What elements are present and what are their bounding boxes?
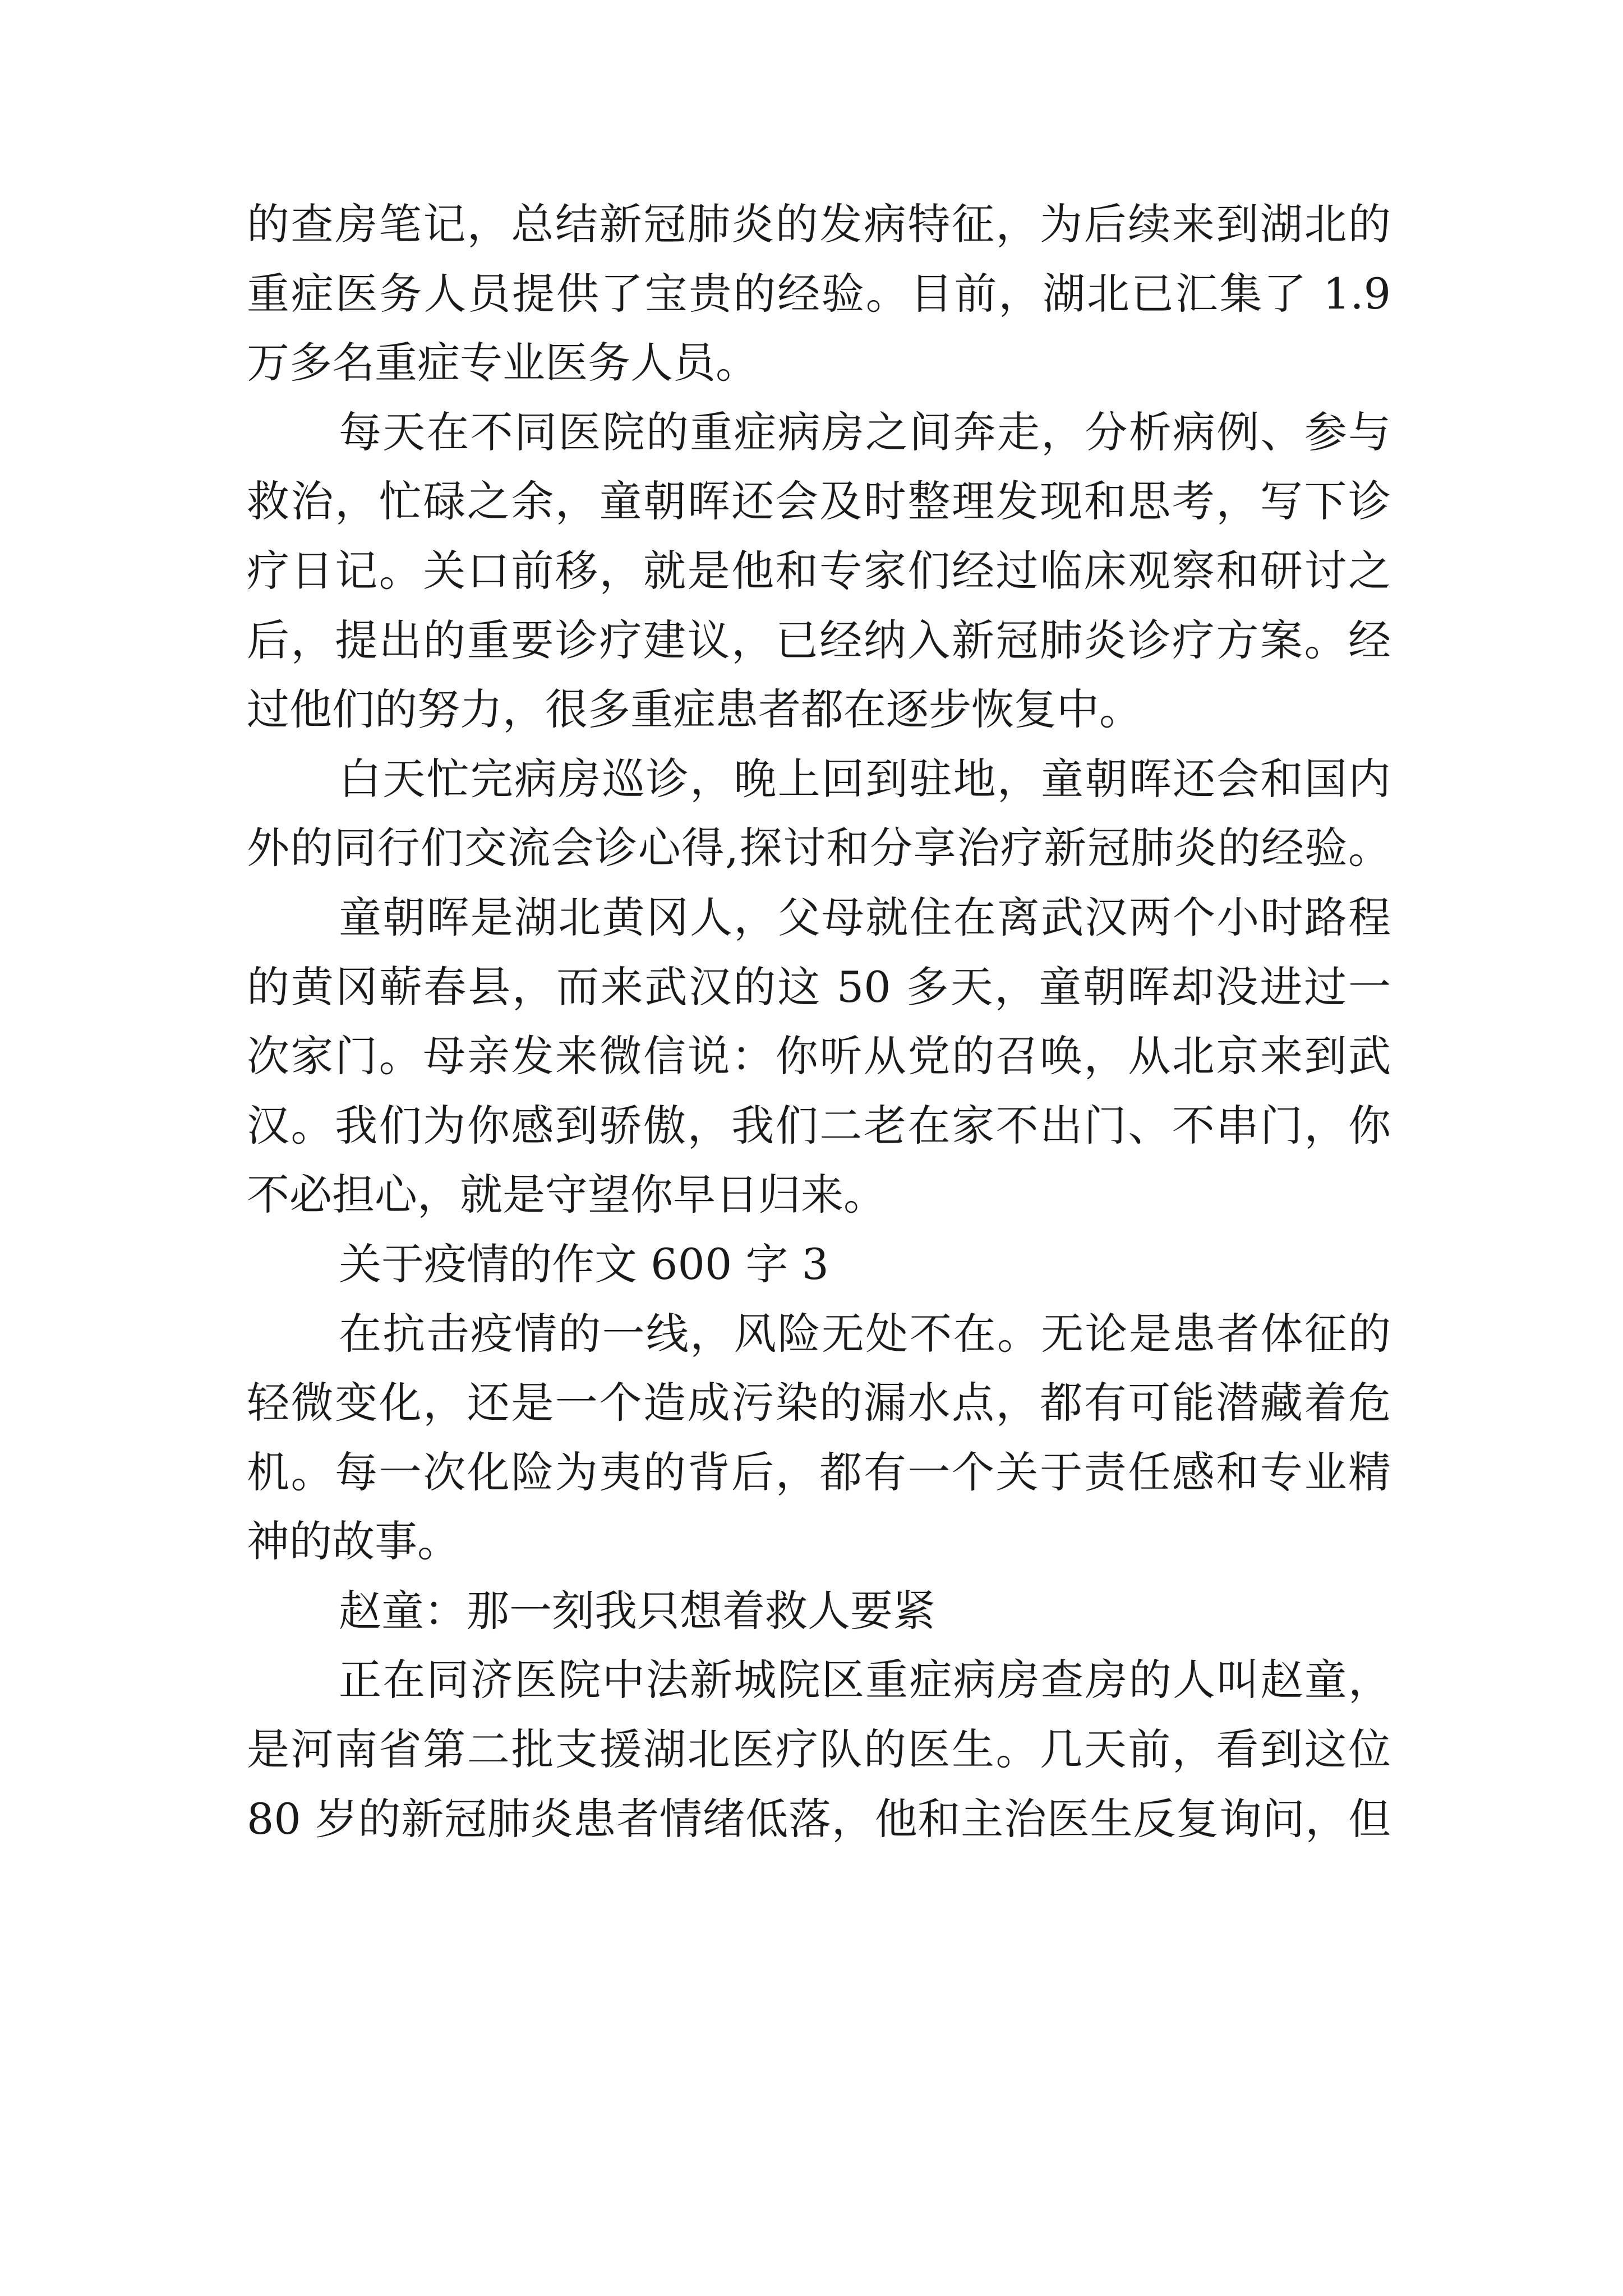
section-heading: 关于疫情的作文 600 字 3 [339, 1239, 829, 1289]
text-line: 救治，忙碌之余，童朝晖还会及时整理发现和思考，写下诊 [247, 476, 1391, 527]
text-line: 神的故事。 [247, 1516, 460, 1567]
text-line: 的查房笔记，总结新冠肺炎的发病特征，为后续来到湖北的 [247, 199, 1391, 249]
text-line: 疗日记。关口前移，就是他和专家们经过临床观察和研讨之 [247, 545, 1391, 596]
text-line: 80 岁的新冠肺炎患者情绪低落，他和主治医生反复询问，但 [247, 1793, 1391, 1844]
text-line: 轻微变化，还是一个造成污染的漏水点，都有可能潜藏着危 [247, 1378, 1391, 1428]
paragraph-first-line: 在抗击疫情的一线，风险无处不在。无论是患者体征的 [339, 1308, 1391, 1359]
subheading: 赵童：那一刻我只想着救人要紧 [339, 1585, 935, 1636]
text-line: 万多名重症专业医务人员。 [247, 338, 758, 388]
text-line: 汉。我们为你感到骄傲，我们二老在家不出门、不串门，你 [247, 1100, 1391, 1151]
paragraph-first-line: 白天忙完病房巡诊，晚上回到驻地，童朝晖还会和国内 [339, 753, 1391, 804]
text-line: 外的同行们交流会诊心得,探讨和分享治疗新冠肺炎的经验。 [247, 823, 1391, 873]
text-line: 后，提出的重要诊疗建议，已经纳入新冠肺炎诊疗方案。经 [247, 615, 1391, 665]
paragraph-first-line: 正在同济医院中法新城院区重症病房查房的人叫赵童， [339, 1655, 1391, 1705]
text-line: 机。每一次化险为夷的背后，都有一个关于责任感和专业精 [247, 1447, 1391, 1497]
text-line: 的黄冈蕲春县，而来武汉的这 50 多天，童朝晖却没进过一 [247, 961, 1391, 1012]
document-body [247, 190, 1391, 1853]
text-line: 是河南省第二批支援湖北医疗队的医生。几天前，看到这位 [247, 1724, 1391, 1775]
paragraph-first-line: 每天在不同医院的重症病房之间奔走，分析病例、参与 [339, 407, 1391, 457]
paragraph-first-line: 童朝晖是湖北黄冈人，父母就住在离武汉两个小时路程 [339, 892, 1391, 942]
text-line: 不必担心，就是守望你早日归来。 [247, 1170, 886, 1220]
text-line: 次家门。母亲发来微信说：你听从党的召唤，从北京来到武 [247, 1031, 1391, 1082]
text-line: 重症医务人员提供了宝贵的经验。目前，湖北已汇集了 1.9 [247, 268, 1391, 319]
text-line: 过他们的努力，很多重症患者都在逐步恢复中。 [247, 684, 1142, 735]
